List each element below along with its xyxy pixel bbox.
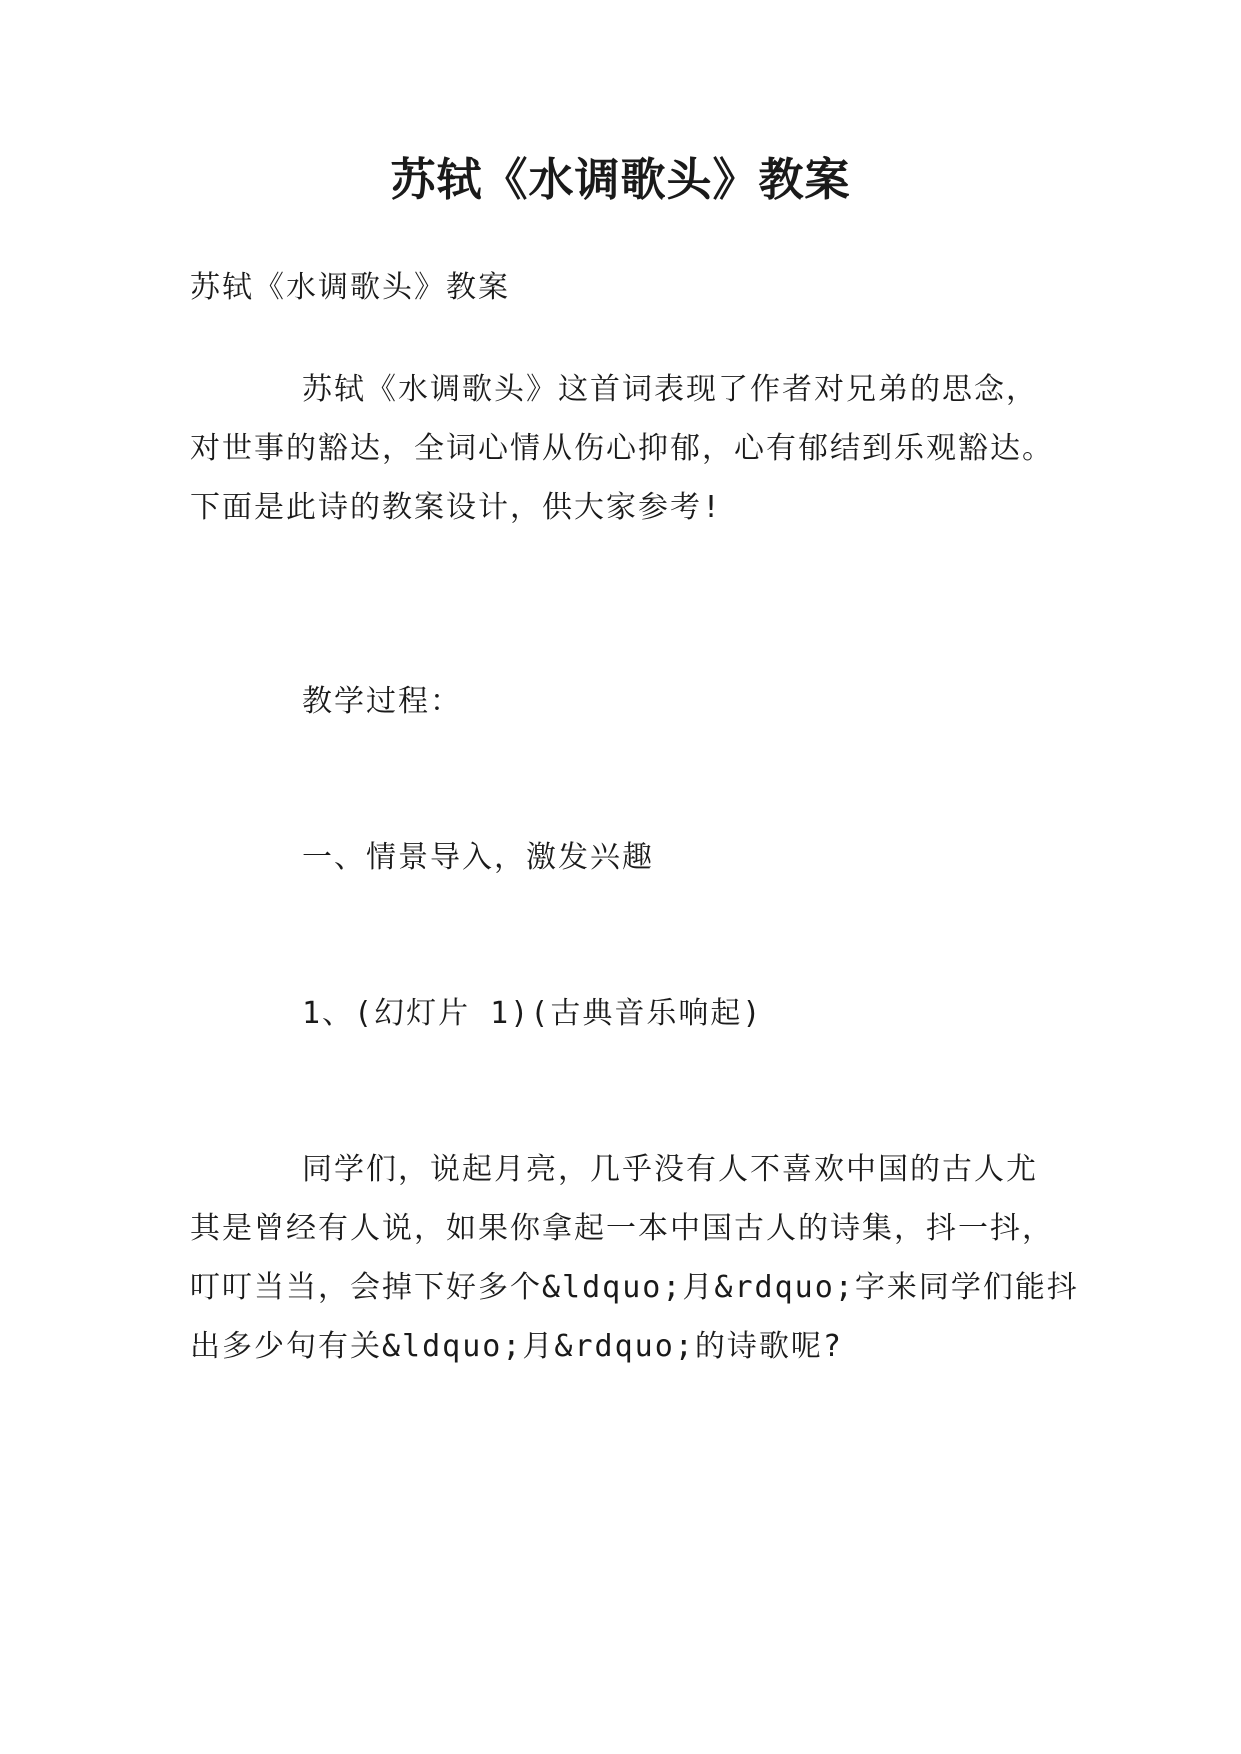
intro-line: 对世事的豁达，全词心情从伤心抑郁，心有郁结到乐观豁达。: [190, 431, 1054, 466]
document-title: 苏轼《水调歌头》教案: [390, 153, 851, 206]
step-heading: 一、情景导入，激发兴趣: [302, 840, 654, 875]
body-paragraph: [190, 1140, 1090, 1376]
intro-line: 下面是此诗的教案设计，供大家参考!: [190, 490, 723, 525]
intro-line: 苏轼《水调歌头》这首词表现了作者对兄弟的思念，: [302, 372, 1038, 407]
section-heading: 教学过程：: [302, 684, 462, 719]
body-line: 叮叮当当，会掉下好多个&ldquo;月&rdquo;字来同学们能抖: [190, 1270, 1079, 1305]
body-line: 出多少句有关&ldquo;月&rdquo;的诗歌呢?: [190, 1329, 843, 1364]
body-line: 其是曾经有人说，如果你拿起一本中国古人的诗集，抖一抖，: [190, 1211, 1054, 1246]
slide-note: 1、(幻灯片 1)(古典音乐响起): [302, 996, 763, 1031]
document-subtitle: 苏轼《水调歌头》教案: [190, 270, 510, 305]
body-line: 同学们，说起月亮，几乎没有人不喜欢中国的古人尤: [302, 1152, 1038, 1187]
intro-paragraph: [190, 360, 1090, 537]
